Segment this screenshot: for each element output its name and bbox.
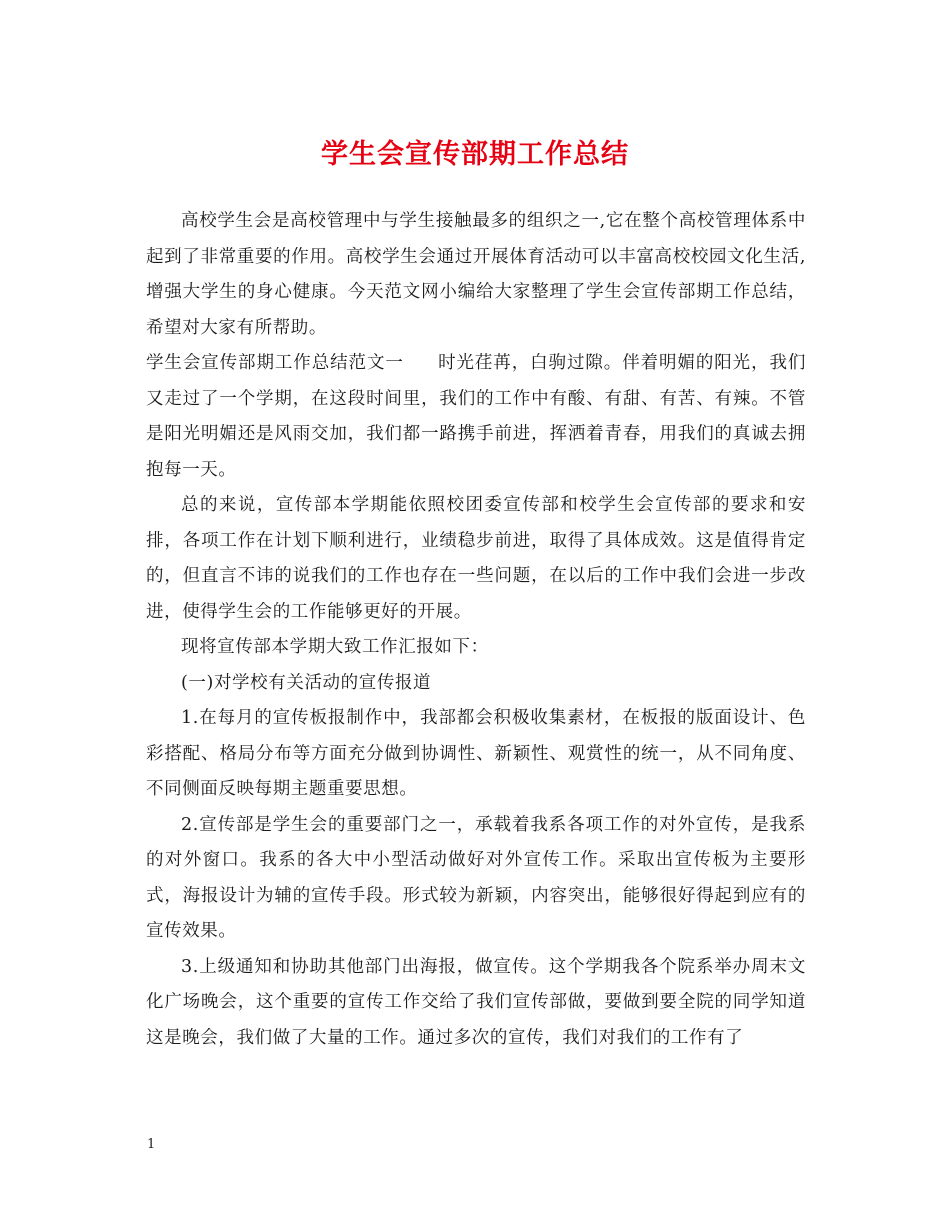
item-2-paragraph: 2.宣传部是学生会的重要部门之一，承载着我系各项工作的对外宣传，是我系的对外窗口。我系的各大中小型活动做好对外宣传工作。采取出宣传板为主要形式，海报设计为辅的宣传手段。形式较为新颖，内容突出，能够很好得起到应有的宣传效果。 [146,814,806,941]
document-title: 学生会宣传部期工作总结 [321,139,629,170]
subheading-paragraph: (一)对学校有关活动的宣传报道 [181,672,432,693]
report-intro-paragraph: 现将宣传部本学期大致工作汇报如下： [181,637,489,657]
section-text: 时光荏苒，白驹过隙。伴着明媚的阳光，我们又走过了一个学期，在这段时间里，我们的工作中有酸、有甜、有苦、有辣。不管是阳光明媚还是风雨交加，我们都一路携手前进，挥洒着青春，用我们的真诚去拥抱每一天。 [146,353,806,480]
summary-paragraph: 总的来说，宣传部本学期能依照校团委宣传部和校学生会宣传部的要求和安排，各项工作在计划下顺利进行，业绩稳步前进，取得了具体成效。这是值得肯定的，但直言不讳的说我们的工作也存在一些问题，在以后的工作中我们会进一步改进，使得学生会的工作能够更好的开展。 [146,495,806,622]
document-body [146,204,806,1056]
section-heading: 学生会宣传部期工作总结范文一 [146,353,404,373]
item-3-paragraph: 3.上级通知和协助其他部门出海报，做宣传。这个学期我各个院系举办周末文化广场晚会，这个重要的宣传工作交给了我们宣传部做，要做到要全院的同学知道这是晚会，我们做了大量的工作。通过多次的宣传，我们对我们的工作有了 [146,956,806,1048]
page-number: 1 [147,1137,156,1152]
item-1-paragraph: 1.在每月的宣传板报制作中，我部都会积极收集素材，在板报的版面设计、色彩搭配、格局分布等方面充分做到协调性、新颖性、观赏性的统一，从不同角度、不同侧面反映每期主题重要思想。 [146,708,806,799]
intro-paragraph: 高校学生会是高校管理中与学生接触最多的组织之一,它在整个高校管理体系中起到了非常重要的作用。高校学生会通过开展体育活动可以丰富高校校园文化生活,增强大学生的身心健康。今天范文网小编给大家整理了学生会宣传部期工作总结，希望对大家有所帮助。 [146,211,806,338]
section-paragraph [146,346,806,488]
